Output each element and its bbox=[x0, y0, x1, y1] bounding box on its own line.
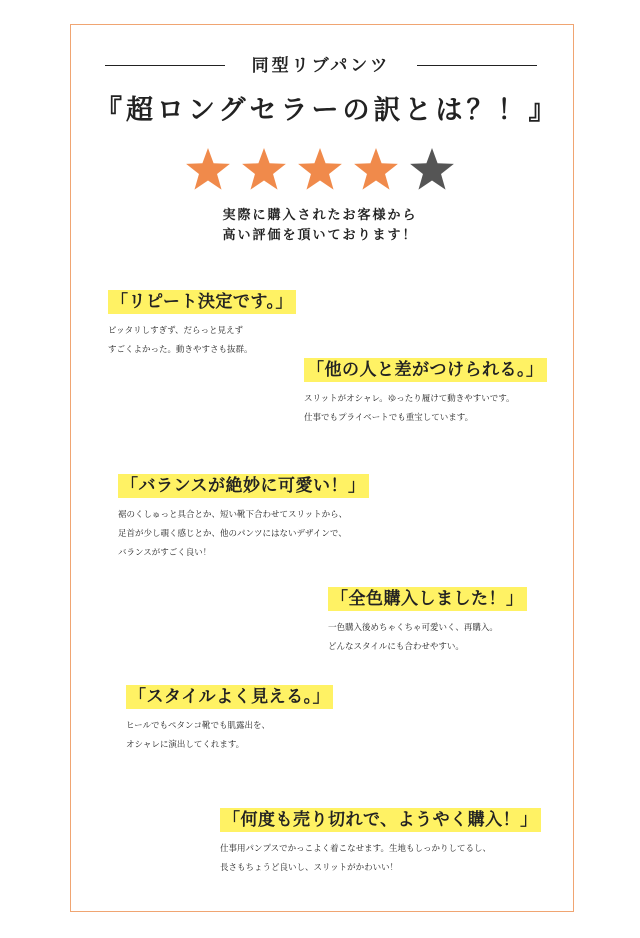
subtitle-row bbox=[105, 55, 537, 77]
review-text: 一色購入後めちゃくちゃ可愛いく、再購入。 bbox=[328, 623, 498, 633]
review-text: すごくよかった。動きやすさも抜群。 bbox=[108, 345, 253, 355]
star-filled-icon bbox=[297, 146, 343, 192]
review-headline: 「バランスが絶妙に可愛い！」 bbox=[118, 474, 369, 498]
review-item bbox=[108, 290, 296, 360]
review-item bbox=[126, 685, 333, 755]
review-text: 長さもちょうど良いし、スリットがかわいい！ bbox=[220, 863, 399, 873]
review-text: スリットがオシャレ。ゆったり履けて動きやすいです。 bbox=[304, 394, 515, 404]
review-headline: 「何度も売り切れで、ようやく購入！」 bbox=[220, 808, 541, 832]
review-item bbox=[328, 587, 527, 657]
star-filled-icon bbox=[353, 146, 399, 192]
review-text: 仕事用パンプスでかっこよく着こなせます。生地もしっかりしてるし、 bbox=[220, 844, 491, 854]
review-item bbox=[220, 808, 541, 878]
review-text: バランスがすごく良い！ bbox=[118, 548, 212, 558]
review-headline: 「他の人と差がつけられる。」 bbox=[304, 358, 547, 382]
review-text: オシャレに演出してくれます。 bbox=[126, 740, 245, 750]
star-rating bbox=[180, 146, 460, 198]
review-text: 足首が少し覗く感じとか、他のパンツにはないデザインで、 bbox=[118, 529, 347, 539]
review-item bbox=[118, 474, 369, 563]
review-text: ヒールでもペタンコ靴でも肌露出を、 bbox=[126, 721, 270, 731]
divider-right bbox=[417, 65, 537, 66]
subtitle: 同型リブパンツ bbox=[251, 56, 391, 76]
page-title: 『超ロングセラーの訳とは？！』 bbox=[95, 95, 560, 126]
praise-text bbox=[0, 206, 640, 246]
star-filled-icon bbox=[185, 146, 231, 192]
review-headline: 「全色購入しました！」 bbox=[328, 587, 527, 611]
praise-line: 高い評価を頂いております！ bbox=[222, 228, 418, 243]
review-text: 仕事でもプライベートでも重宝しています。 bbox=[304, 413, 474, 423]
review-text: 裾のくしゅっと具合とか、短い靴下合わせてスリットから、 bbox=[118, 510, 348, 520]
star-filled-icon bbox=[241, 146, 287, 192]
review-item bbox=[304, 358, 547, 428]
star-empty-icon bbox=[409, 146, 455, 192]
review-text: どんなスタイルにも合わせやすい。 bbox=[328, 642, 464, 652]
review-text: ピッタリしすぎず、だらっと見えず bbox=[108, 326, 243, 336]
praise-line: 実際に購入されたお客様から bbox=[222, 208, 418, 223]
review-headline: 「スタイルよく見える。」 bbox=[126, 685, 333, 709]
review-headline: 「リピート決定です。」 bbox=[108, 290, 296, 314]
